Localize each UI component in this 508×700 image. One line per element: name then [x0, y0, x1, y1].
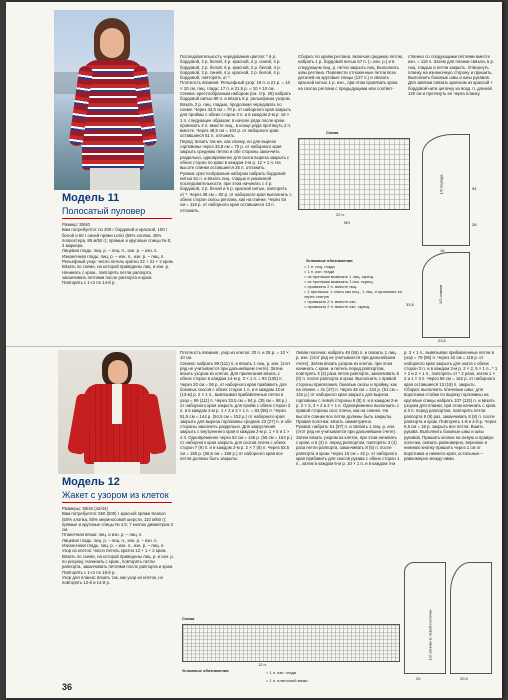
model12-materials-text: Размеры: 38/40 (42/44) Вам потребуется: 550 (600) г красной пряжи Season (50% хлопка, 50% мериносовой шерсти, 110 м/50 г); прямые и круговые спицы № 4,5; 7 кнопок диаметром 2 см. Планочная вязка: лиц. и изн. р. – лиц. п. Лицевая гладь: лиц. р. – лиц. п., изн. р. – изн. п. Изнаночная гладь: лиц. р. – изн. п., изн. р. – лиц. п. Узор из клеток: число петель кратно 12 + 1 + 2 кром. Вязать по схеме, на которой приведены лиц. р. и изн. р. по рисунку. Начинать с кром., повторять петли раппорта, заканчивать петлями после раппорта и кром. Повторять с 1-го по 18-й р. Узор для планок: вязать так, как узор из клеток, но повторять 13-й и 14-й р.	[62, 506, 174, 586]
model11-pattern-back	[422, 252, 470, 338]
model12-rapport-label: 12 п.	[258, 662, 267, 667]
model12-size-20-5: 20,5	[460, 676, 468, 681]
section-divider	[6, 346, 502, 347]
model11-pattern-front	[422, 134, 470, 246]
model12-pattern-back-label: 1/2 спинки и левой полочки	[427, 609, 433, 661]
model12-size-25: 25	[416, 676, 421, 681]
model12-legend-title: Условные обозначения	[182, 668, 229, 673]
model11-legend-title: Условные обозначения	[306, 258, 353, 263]
model11-photo	[54, 10, 174, 190]
model11-instructions-col3: Сборка: по краям реглана, включая среднюю петлю, набрать 1 р. бордовой нитью 57 п. (= изн. р.) и в следующем лиц. р. петли закрыть лиц. Выполнить швы реглана. Перевести отложенные петли всех деталей на круговые спицы (127 п.) и связать красной нитью 1 р. изн., при этом провязать кром. на скосах реглана с предыдущими или соответ-	[298, 54, 404, 91]
model11-instructions-col2: Последовательность чередования цветов: * 6 р. бордовой, 2 р. белой, 4 р. красной, 2 р. синей, 4 р. бордовой, 2 р. белой, 6 р. красной, 2 р. белой, 4 р. бордовой, 2 р. синей, 4 р. красной, 2 р. белой, 4 р. бордовой, повторять от *. Плотность вязания. Рельефный узор: 19 п. и 21 р. = 10 × 10 см, лиц. гладь: 17 п. и 21,5 р. = 10 × 10 см. Спинка: крестообразным набором (см. стр. 29) набрать бордовой нитью 89 п. и вязать 6 р. рельефным узором. Вязать 2 р. лиц. гладью, продолжая чередовать по схеме. Через 33,5 см = 70 р. от наборного края закрыть для проймы с обеих сторон 3 п. и в каждом 2-м р. 16 × 1 п. следующее образом: в начале ряда после кром. провязать 2 п. вместе лиц., в конце ряда протянуть 2 п. вместе. Через 49,5 см = 104 р. от наборного края оставшиеся 51 п. отложить. Перед: вязать так же, как спинку, но для выреза горловины через 33,5 см = 70 р. от наборного края закрыть среднюю петлю и обе стороны закончить раздельно, одновременно для скоса выреза закрыть с обеих сторон по краю в каждом 2-м р. 12 × 1 п. На высоте спинки оставшиеся 25 п. отложить. Рукава: крестообразным набором набрать бордовой нитью 51 п. и вязать лиц. гладью в указанной последовательности, при этом начинать с 4 р. бордовой, 2 р. белой и 6 р. красной нитью, повторять от *. Через 38 см = 82 р. от наборного края выполнить с обеих сторон скосы реглана, как на спинке. Через 54 см = 116 р. от наборного края оставшиеся 13 п. отложить.	[180, 54, 292, 213]
model12-legend-item-1: = 1 п. изн. глади	[266, 670, 297, 675]
legend-item: = провязать 2 п. вместе изн. скрещ.	[304, 304, 371, 309]
model12-instructions-col3: Левая полочка: набрать 49 (55) п. и связать 1 лиц. р. изн. (этот ряд не учитывается при дальнейшем счете). Затем вязать узором из клеток, при этом начинать с кром. и петель перед раппортом, повторять 3 (4) раза петли раппорта, заканчивать 6 (0) п. после раппорта и кром. Выполнить с правой стороны прилегания, боковые скосы и пройму, как на спинке = 41 (47) п. Через 48 см = 134 р. (51 см = 142 р.) от наборного края закрыть для выреза горловины с левой стороны 6 (8) п. и в каждом 2-м р. 2 × 3, 3 × 2 и 2 × 1 п. Одновременно выполнить с правой стороны скос плеча, как на спинке. На высоте спинки все петли должны быть закрыты. Правая полочка: вязать симметрично. Рукава: набрать 51 (57) п. и связать 1 лиц. р. изн. (этот ряд не учитывается при дальнейшем счете). Затем вязать узором из клеток, при этом начинать с кром. и 5 (2) п. перед раппортом, повторять 3 (4) раза петли раппорта, заканчивать 8 (5) п. после раппорта и кром. Через 15 см = 42 р. от наборного края прибавить для скосов рукава с обеих сторон 1 п., затем в каждом 6-м р. 10 × 1 п. и в каждом 4-м	[296, 350, 400, 467]
legend-item: = из протяжки вывязать 1 изн. скрещ.	[304, 279, 374, 284]
model12-divider	[62, 502, 172, 503]
model11-chart-grid	[298, 138, 410, 210]
legend-item: = из протяжки вывязать 1 лиц. скрещ.	[304, 274, 375, 279]
page-number: 36	[62, 682, 73, 692]
model11-size-33-5: 33,5	[406, 302, 414, 307]
model11-rapport-label: 22 п.	[336, 212, 345, 217]
model11-materials-text: Размер: 38/40 Вам потребуется: по 200 г бордовой и красной, 100 г белой и 50 г синей пряжи Lerici (55% хлопка, 45% полиэстера, 85 м/50 г); прямые и круговые спицы № 5; 4 маркера. Лицевая гладь: лиц. р. – лиц. п., изн. р. – изн. п. Изнаночная гладь: лиц. р. – изн. п., изн. р. – лиц. п. Рельефный узор: число петель кратно 22 + 21 + 2 кром. Вязать по схеме, на которой приведены лиц. и изн. р. Начинать с кром., повторять петли раппорта, заканчивать петлями после раппорта и кром. Повторять с 1-го по 14-й р.	[62, 222, 174, 286]
model12-pattern-sleeve	[450, 562, 492, 674]
model12-chart-grid	[182, 624, 400, 662]
model11-ms-label: MS	[344, 220, 350, 225]
model11-diagram-title: Схема	[326, 130, 339, 135]
model12-photo	[58, 350, 176, 474]
legend-item: = 1 п. изн. глади	[304, 269, 335, 274]
model12-title: Модель 12	[62, 476, 120, 488]
model11-title: Модель 11	[62, 192, 120, 204]
model11-legend	[304, 264, 408, 309]
legend-item: = провязать 2 п. вместе изн.	[304, 299, 357, 304]
magazine-page	[6, 2, 502, 698]
model12-diagram-title: Схема	[182, 616, 195, 621]
model11-size-54: 54	[472, 186, 477, 191]
model12-legend-item-2: = 1 п. платочной вязки	[266, 678, 308, 683]
legend-item: = провязать 2 п. вместе лиц.	[304, 284, 358, 289]
model11-instructions-col4: ственно со следующими петлями вместе изн. = 119 п. Затем для планки связать 5 р. лиц. гладью и петли закрыть. Отвернуть планку на изнаночную сторону и пришить. Выполнить боковые швы и швы рукавов. Для завязки связать крючком из красной + бордовой нити цепочку из возд. п. длиной 120 см и протянуть ее через планку.	[408, 54, 495, 97]
model11-pattern-back-label: 1/2 спинки	[438, 284, 444, 305]
model12-instructions-col2: Плотность вязания, узор из клеток: 20 п. и 28 р. = 10 × 10 см. Спинка: набрать 99 (111) п. и вязать 1 лиц. р. изн. (этот ряд не учитывается при дальнейшем счете). Затем вязать узором из клеток. Для прилегания вязать с обеих сторон в каждом 14-м р. 3 × 1 п. = 93 (105) п. Через 20 см = 56 р. от наборного края прибавить для боковых скосов с обеих сторон 1 п. и в каждом 12-м (13-м) р. 2 × 1 п., вывязывая прибавленные петли в узор = 99 (111) п. Через 33,5 см = 94 р. (35 см = 98 р.) от наборного края закрыть для пройм с обеих сторон 3 п. и в каждом 2-м р. 1 × 2 и 3 × 1 п. = 83 (95) п. Через 51,5 см = 144 р. (54,5 см = 152 р.) от наборного края закрыть для выреза горловины средние 23 (27) п. и обе стороны закончить раздельно. Для закругления закрыть с внутреннего края в каждом 2-м р. 1 × 5 и 1 × 4 п. Одновременно через 52 см = 146 р. (55 см = 154 р.) от наборного края закрыть для скосов плеча с обеих сторон 7 (9) п. и в каждом 2-м р. 2 × 7 (8) п. Через 53,5 см = 150 р. (56,5 см = 158 р.) от наборного края все петли должны быть закрыты.	[180, 350, 292, 461]
model12-pattern-back	[404, 562, 446, 674]
model11-size-16: 16	[440, 248, 445, 253]
legend-item: = 1 протяжка: 1 снять как лиц., 1 лиц. и провязать ее через снятую	[304, 289, 403, 299]
model12-instructions-col4: р. 3 × 1 п., вывязывая прибавленные петли в узор = 79 (85) п. Через 42 см = 118 р. от наборного края закрыть для оката с обеих сторон 3 п. и в каждом 2-м р. 2 × 2, 5 × 1 п., * 1 × 2 и 2 × 1 п., повторять от * 2 раза, затем 1 × 2 и 1 × 3 п. Через 58 см = 162 р. от наборного края оставшиеся 13 (19) п. закрыть. Сборка: выполнить плечевые швы; для воротника-стойки по вырезу горловины на круговые спицы набрать 107 (115) п. и вязать узором для планки, при этом начинать с кром. и 3 п. перед раппортом, повторять петли раппорта 8 (9) раз, заканчивать 8 (8) п. после раппорта и кром. Повторять 1-й и 2-й р. Через 6,5 см = 18 р. закрыть все петли. Вшить рукава. Выполнить боковые швы и швы рукавов. Пришить кнопки на левую и правую полочки, связать равномерно, верхнюю и нижнюю кнопку пришить через 1 см от воротника и нижнего края, остальные – равномерно между ними.	[404, 350, 498, 461]
model11-size-23-5: 23,5	[438, 338, 446, 343]
model11-subtitle: Полосатый пуловер	[62, 206, 146, 216]
legend-item: = 1 п. лиц. глади	[304, 264, 335, 269]
model11-divider	[62, 218, 172, 219]
model11-size-28: 28	[472, 222, 477, 227]
model11-pattern-front-label: 1/2 переда	[438, 174, 444, 195]
model12-subtitle: Жакет с узором из клеток	[62, 490, 169, 500]
